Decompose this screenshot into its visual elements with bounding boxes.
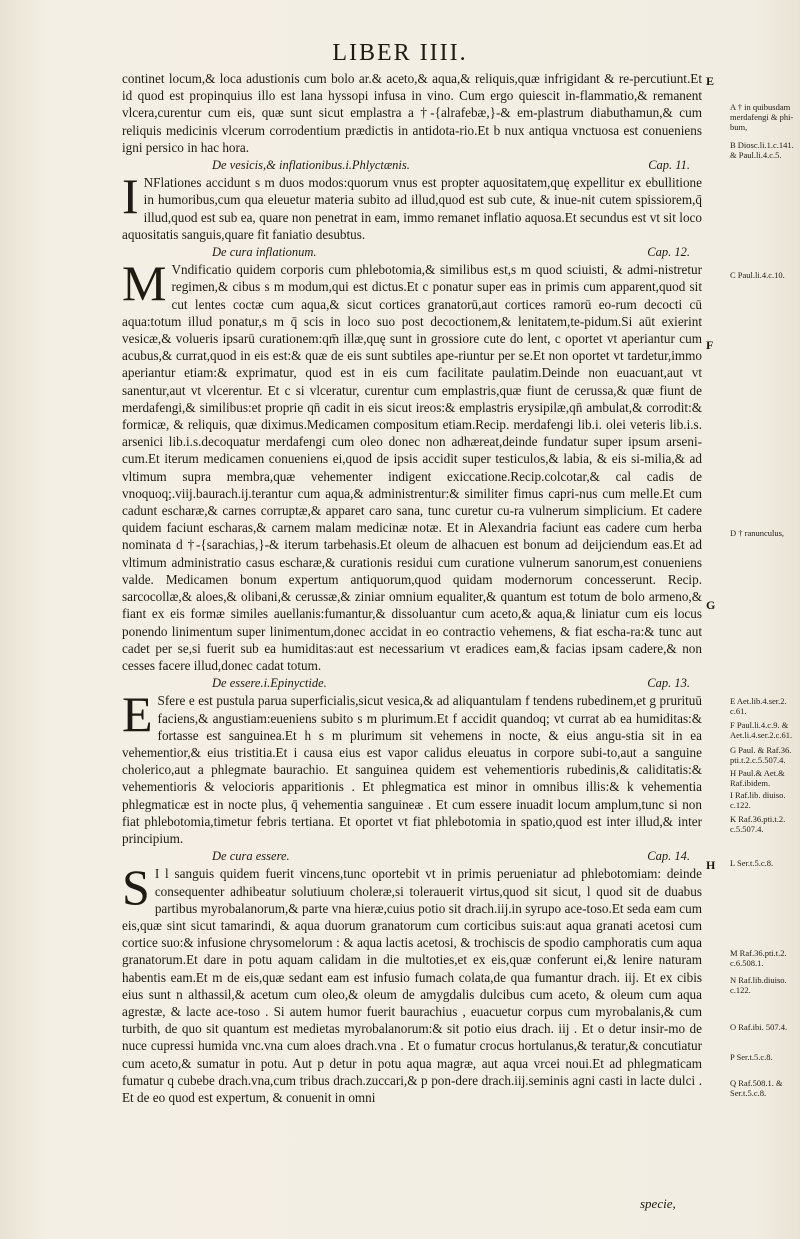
drop-capital: M <box>122 255 167 312</box>
margin-note: O Raf.ibi. 507.4. <box>730 1022 788 1032</box>
chapter-number: Cap. 14. <box>647 849 690 864</box>
drop-capital: E <box>122 686 153 743</box>
catchword: specie, <box>640 1196 676 1211</box>
chapter-title: De cura inflationum. <box>212 245 317 260</box>
margin-note: P Ser.t.5.c.8. <box>730 1052 773 1062</box>
margin-note: F Paul.li.4.c.9. & Aet.li.4.ser.2.c.61. <box>730 720 793 740</box>
paragraph-text: Sfere e est pustula parua superficialis,sicut vesica,& ad aliquantulam f tendens rubedinem,et g prurituū faciens,& angustiam:eueniens subito s m plurimum.Et f accidit quandoq; vt currat ab ea humiditas:& fortasse est sanguinea.Et h s m plurimum sit vehemens in nocte, & eius angu-stia sit in ea vehementior,& eius tristitia.Et i causa eius est vapor calidus eleuatus in corpore subi-to,aut a sanguine cholerico,aut a phlegmate baurachio. Et sanguinea quidem est vehementioris rubedinis,& caliditatis:& vehementioris & velocioris apparitionis . Et phlegmatica est minor in omnibus illis:& k vehementia phlegmaticæ est in nocte plus, q̄ vehementia sanguineæ . Et cum essere inuadit locum amplum,tunc si non fiat phlebotomia,timetur febris tertiana. Et oportet vt fiat phlebotomia in spatio,quod est inter illud,& inter principium. <box>122 693 702 846</box>
paragraph-chapter-13 <box>122 686 702 847</box>
running-header: LIBER IIII. <box>332 40 468 66</box>
paragraph-chapter-12 <box>122 255 702 674</box>
paragraph-continuation: continet locum,& loca adustionis cum bolo ar.& aceto,& aqua,& reliquis,quæ infrigidant & re-percutiunt.Et id quod est propinquius illo est lana hyssopi infusa in vino. Cum ergo quiescit in-flammatio,& remanent vlcera,curentur cum eis, quæ sunt sicut emplastra a †-{alrafebæ,}-& em-plastrum diabuthamun,& cum reliquis medicinis vlcerum corrodentium prædictis in antidota-rio.Et b nux antiqua vnctuosa est conueniens igni persico in hac hora. <box>122 71 702 155</box>
chapter-heading-14 <box>122 848 702 865</box>
section-letter-h: H <box>706 858 716 872</box>
chapter-heading-13 <box>122 675 702 692</box>
margin-note: C Paul.li.4.c.10. <box>730 270 785 280</box>
drop-capital: S <box>122 859 150 916</box>
drop-capital: I <box>122 168 139 225</box>
chapter-title: De cura essere. <box>212 849 290 864</box>
margin-note: A † in quibusdam merdafengi & phi-bum, <box>730 102 794 132</box>
paragraph-text: NFlationes accidunt s m duos modos:quorum vnus est propter aquositatem,quę expellitur ex ebullitione in humoribus,cum qua eleuetur materia subito ad illud,quod est sub cute, & inue-nit cutem spissiorem,q̄ illud,quod est sub ea, quare non penetrat in eam, immo remanet inflatio aquosa.Et secundus est vt sit loco aquositatis sanguis,quare fit faniatio desubtus. <box>122 175 702 242</box>
paragraph-chapter-14 <box>122 859 702 1106</box>
chapter-heading-12 <box>122 244 702 261</box>
chapter-heading-11 <box>122 157 702 174</box>
chapter-number: Cap. 13. <box>647 676 690 691</box>
chapter-number: Cap. 11. <box>648 158 690 173</box>
margin-note: G Paul. & Raf.36. pti.t.2.c.5.507.4. <box>730 745 792 765</box>
chapter-title: De essere.i.Epinyctide. <box>212 676 327 691</box>
section-letter-f: F <box>706 338 714 352</box>
paragraph-text: Vndificatio quidem corporis cum phlebotomia,& similibus est,s m quod sciuisti, & admi-nistretur regimen,& cibus s m modum,qui est dictus.Et c ponatur super eas in primis cum apparent,quod sit cut lentes coctæ cum aqua,& sicut cortices granatorū,aut cortices ramorū eo-rum decocti cū aqua:totum illud ponatur,s m q̄ scis in loco suo post decoctionem,& lenitatem,te-pidum.Si aūt exierint vesicæ,& volueris ipsarū curationem:qm̄ illæ,quę sunt in grossiore cute do lent, c oportet vt aperiantur cum acubus,& currat,quod in eis est:& quæ de eis sunt subtiles ape-riuntur per se.Et non oportet vt tardetur,immo aperiantur etiam:& exprimatur, quod est in eis cum facilitate paulatim.Deinde non euacuant,aut vt sanentur,aut vt vlcerentur. Et c si vlceratur, curentur cum emplastris,quæ fiunt de cerussa,& quæ fiunt de merdafengi,& similibus:et proprie qn̄ cadit in eis sicut ireos:& emplastris erysipilæ,qn̄ ambulat,& corrodit:& formicæ, & reliquis, quæ diximus.Medicamen compositum etiam.Recip. merdafengi lib.i. olei veteris lib.i.s. arsenici lib.i.s.decoquatur merdafengi cum oleo donec non adhæreat,deinde fundatur super ipsum arseni-cum.Et iterum medicamen conueniens ei,quod de ipsis accidit super testiculos,& labia, & eis si-milia,& ad vltimum supra membra,quæ vehementer indigent exiccatione.Recip.colcotar,& cal cadis de vnoquoq;.viij.baurach.ij.terantur cum aqua,& administrentur:& similiter fimus capri-nus cum melle.Et cum cadunt escharæ,& carnes corruptæ,& apparet caro sana, tunc curetur cu-ra vulnerum simplicium. Et cadere quidem faciunt escharas,& carnem malam medicinæ notæ. Et in Alexandria faciunt eas cadere cum herba nominata d †-{sarachias,}-& iterum tarbehasis.Et oleum de alhacuen est bonum ad deijciendum eas.Et ad vltimum administratio casus escharæ,& curationis residui cum curatione vulnerum sanorum,est conueniens valde. Medicamen bonum expertum antiquorum,quod quidam modernorum concesserunt. Recip. sarcocollæ,& aloes,& olibani,& cerussæ,& ziniar omnium equaliter,& quantum est totum de bolo armeno,& fiant ex eis formæ similes auellanis:fumantur,& dissoluantur cum aceto,& aqua,& liniatur cum eis locus ponendo linimentum super linimentum,donec accidat in eo contractio vehemens, & fiat escha-ra:& tunc aut cadet per se,si fuerit sub ea humiditas:aut est necessarium vt eradices eam,& facias ipsam cadere,& non cesses facere illud,donec cadat totum. <box>122 262 702 673</box>
margin-note: M Raf.36.pti.t.2. c.6.508.1. <box>730 948 787 968</box>
margin-note: K Raf.36.pti.t.2. c.5.507.4. <box>730 814 786 834</box>
margin-note: H Paul.& Aet.& Raf.ibidem. <box>730 768 785 788</box>
section-letter-e: E <box>706 74 715 88</box>
margin-note: N Raf.lib.diuiso. c.122. <box>730 975 787 995</box>
chapter-title: De vesicis,& inflationibus.i.Phlyctænis. <box>212 158 410 173</box>
margin-note: D † ranunculus, <box>730 528 785 538</box>
chapter-number: Cap. 12. <box>647 245 690 260</box>
margin-note: L Ser.t.5.c.8. <box>730 858 774 868</box>
margin-note: E Aet.lib.4.ser.2. c.61. <box>730 696 787 716</box>
margin-note: I Raf.lib. diuiso. c.122. <box>730 790 786 810</box>
section-letter-g: G <box>706 598 716 612</box>
text-column <box>122 70 702 1106</box>
margin-note: Q Raf.508.1. & Ser.t.5.c.8. <box>730 1078 783 1098</box>
paragraph-text: I l sanguis quidem fuerit vincens,tunc oportebit vt in primis perueniatur ad phlebotomiam: deinde consequenter adhibeatur solutiuum choleræ,si tolerauerit virtus,quod sit sicut, l quod sit de duabus partibus myrobalanorum,& parte vna hieræ,cuius potio sit drach.iij.in syrupo ace-toso.Et seda eam cum eis,quæ sint sicut tamarindi, & aqua duorum granatorum cum corticibus suis:aut aqua granati acetosi cum cortice suo:& infusione chrysomelorum : & aqua lactis acetosi, & trochiscis de spodio camphoratis cum aqua granatorum.Et dare in potu aquam calidam in die multoties,et ex eis,quæ conferunt ei,& lenire naturam habentis eam.Et m de eis,quæ sedant eam est infusio fumach colata,de qua fumantur drach. iij. Et ex cibis eius sunt n althassil,& acetum cum oleo,& oleum de amygdalis dulcibus cum aceto, & oleum cum aqua agrestæ, & lacte ace-toso . Si autem humor fuerit baurachius , euacuetur corpus cum myrobalanis,& cum turbith, de quo sit quantum est medietas myrobalanorum:& sit potio eius drach. iij . Et o detur insir-mo de nuce cupressi humida vnc.vna cum aloes drach.vna . Et o fumatur crocus hortulanus,& teratur,& concutiatur cum aceto,& sumatur in potu. Aut p detur in potu aqua magræ, aut aqua vrcei noui.Et ad phlegmaticam fumatur q cubebe drach.vna,cum tribus drach.zuccari,& p pon-dere drach.iij.seminis agni casti in lacte dulci . Et de eo quod est expertum, & conuenit in omni <box>122 866 702 1105</box>
paragraph-chapter-11 <box>122 168 702 243</box>
margin-note: B Diosc.li.1.c.141. & Paul.li.4.c.5. <box>730 140 794 160</box>
